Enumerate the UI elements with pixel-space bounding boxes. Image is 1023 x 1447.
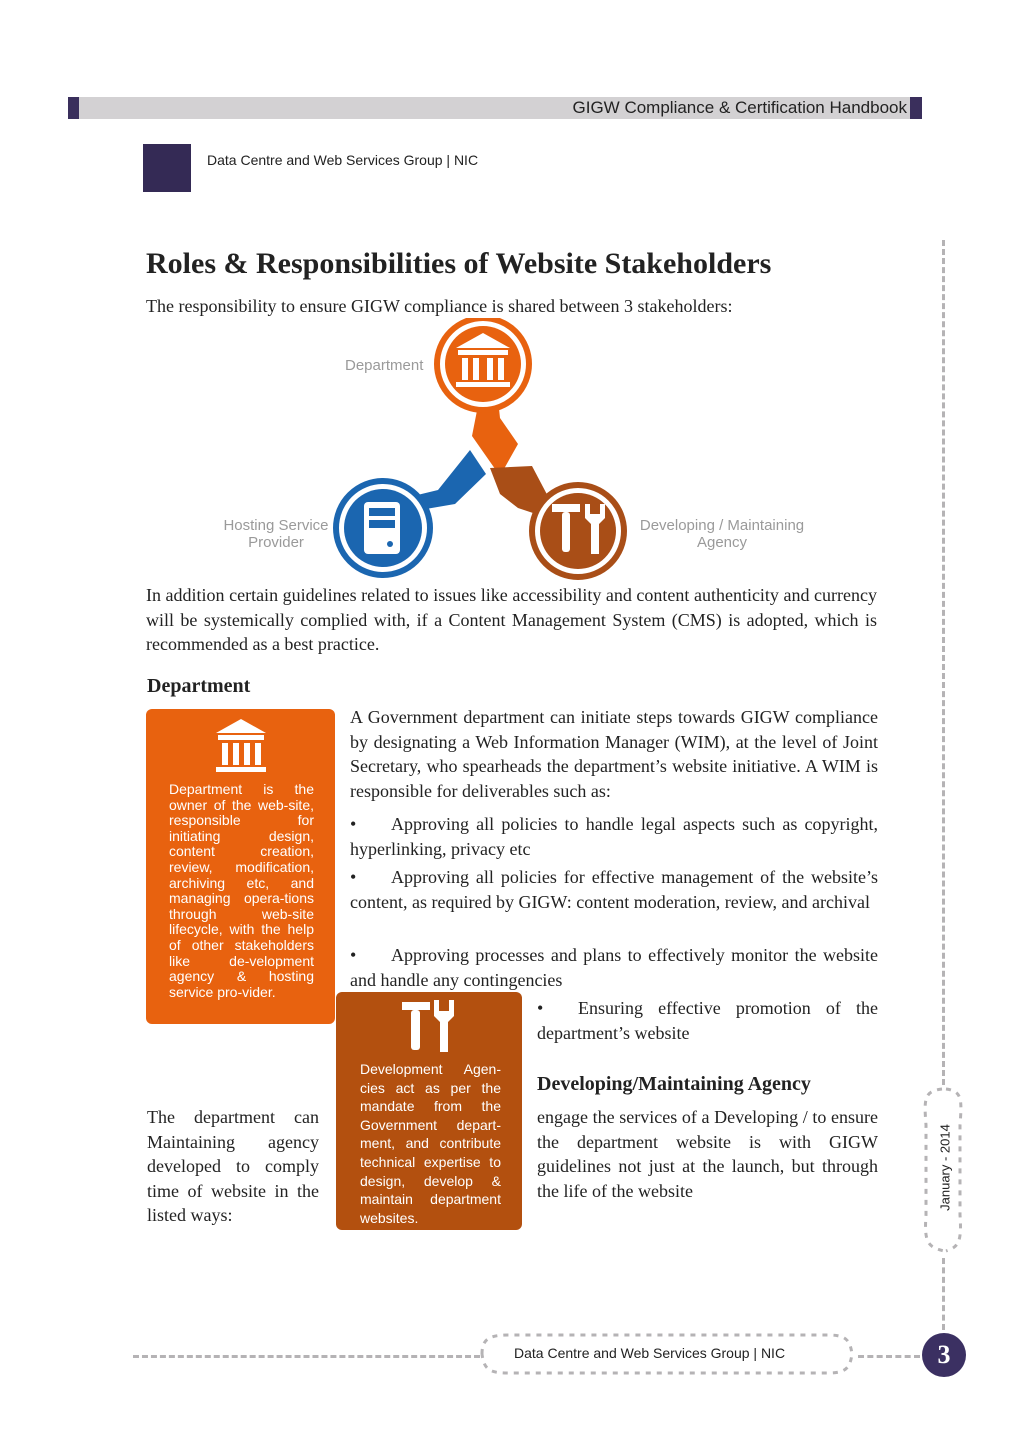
right-dotted-rule-lower [942, 1258, 945, 1330]
page-number: 3 [922, 1333, 966, 1377]
developing-label-1: Developing / Maintaining [639, 517, 805, 534]
footer-text: Data Centre and Web Services Group | NIC [514, 1345, 786, 1361]
list-item: • Approving processes and plans to effectively monitor the website and handle any contingencies [350, 945, 878, 990]
intro-paragraph: In addition certain guidelines related to issues like accessibility and content authenticity and currency will be systemically complied with, if a Content Management System (CMS) is adopted, which is recommended as a best practice. [146, 585, 877, 654]
agency-box-text: Development Agen-cies act as per the mandate from the Government depart-ment, and contribute technical expertise to design, develop & maintain department websites. [360, 1061, 501, 1226]
agency-left-text: The department can Maintaining agency developed to comply time of website in the listed ways: [147, 1107, 319, 1225]
header-subtitle: Data Centre and Web Services Group | NIC [207, 152, 479, 168]
date-label: January - 2014 [937, 1124, 953, 1211]
developing-label-2: Agency [696, 534, 748, 551]
hosting-server-icon [336, 481, 430, 575]
hosting-label-2: Provider [248, 534, 304, 551]
header-bar-left-cap [68, 97, 79, 119]
agency-heading: Developing/Maintaining Agency [537, 1073, 811, 1095]
department-bullets [350, 812, 878, 861]
footer-dotted-rule-left [133, 1355, 480, 1358]
department-paragraph: A Government department can initiate steps towards GIGW compliance by designating a Web Information Manager (WIM), at the level of Joint Secretary, who spearheads the department’s website initiative. A WIM is responsible for deliverables such as: [350, 707, 878, 801]
department-bullets-4 [537, 996, 878, 1045]
agency-info-box [336, 992, 522, 1230]
list-item: • Ensuring effective promotion of the department’s website [537, 998, 878, 1043]
tools-icon [532, 485, 624, 577]
building-icon [212, 715, 270, 775]
right-dotted-rule [942, 240, 945, 1085]
list-item: • Approving all policies to handle legal aspects such as copyright, hyperlinking, privacy etc [350, 814, 878, 859]
handbook-title: GIGW Compliance & Certification Handbook [572, 98, 907, 117]
department-label: Department [345, 357, 424, 374]
agency-right-text: engage the services of a Developing / to ensure the department website is with GIGW guidelines not just at the launch, but through the life of the website [537, 1107, 878, 1201]
department-info-box [146, 709, 335, 1024]
department-bullets-2 [350, 865, 878, 914]
department-bullets-3 [350, 943, 878, 992]
header-bar-right-cap [910, 97, 922, 119]
section-lead: The responsibility to ensure GIGW compliance is shared between 3 stakeholders: [146, 296, 733, 316]
list-item: • Approving all policies for effective management of the website’s content, as required by GIGW: content moderation, review, and archival [350, 867, 878, 912]
tools-icon-small [398, 996, 458, 1056]
stakeholder-diagram [200, 318, 820, 583]
department-heading: Department [147, 675, 251, 697]
header-square [143, 144, 191, 192]
section-title: Roles & Responsibilities of Website Stakeholders [146, 247, 772, 280]
department-icon [437, 318, 529, 410]
hosting-label-1: Hosting Service [223, 517, 329, 534]
footer-dotted-rule-right [858, 1355, 920, 1358]
department-box-text: Department is the owner of the web-site, responsible for initiating design, content creation, review, modification, archiving etc, and managing opera-tions through web-site lifecycle, with the help of other stakeholders like de-velopment agency & hosting service pro-vider. [169, 781, 314, 1000]
